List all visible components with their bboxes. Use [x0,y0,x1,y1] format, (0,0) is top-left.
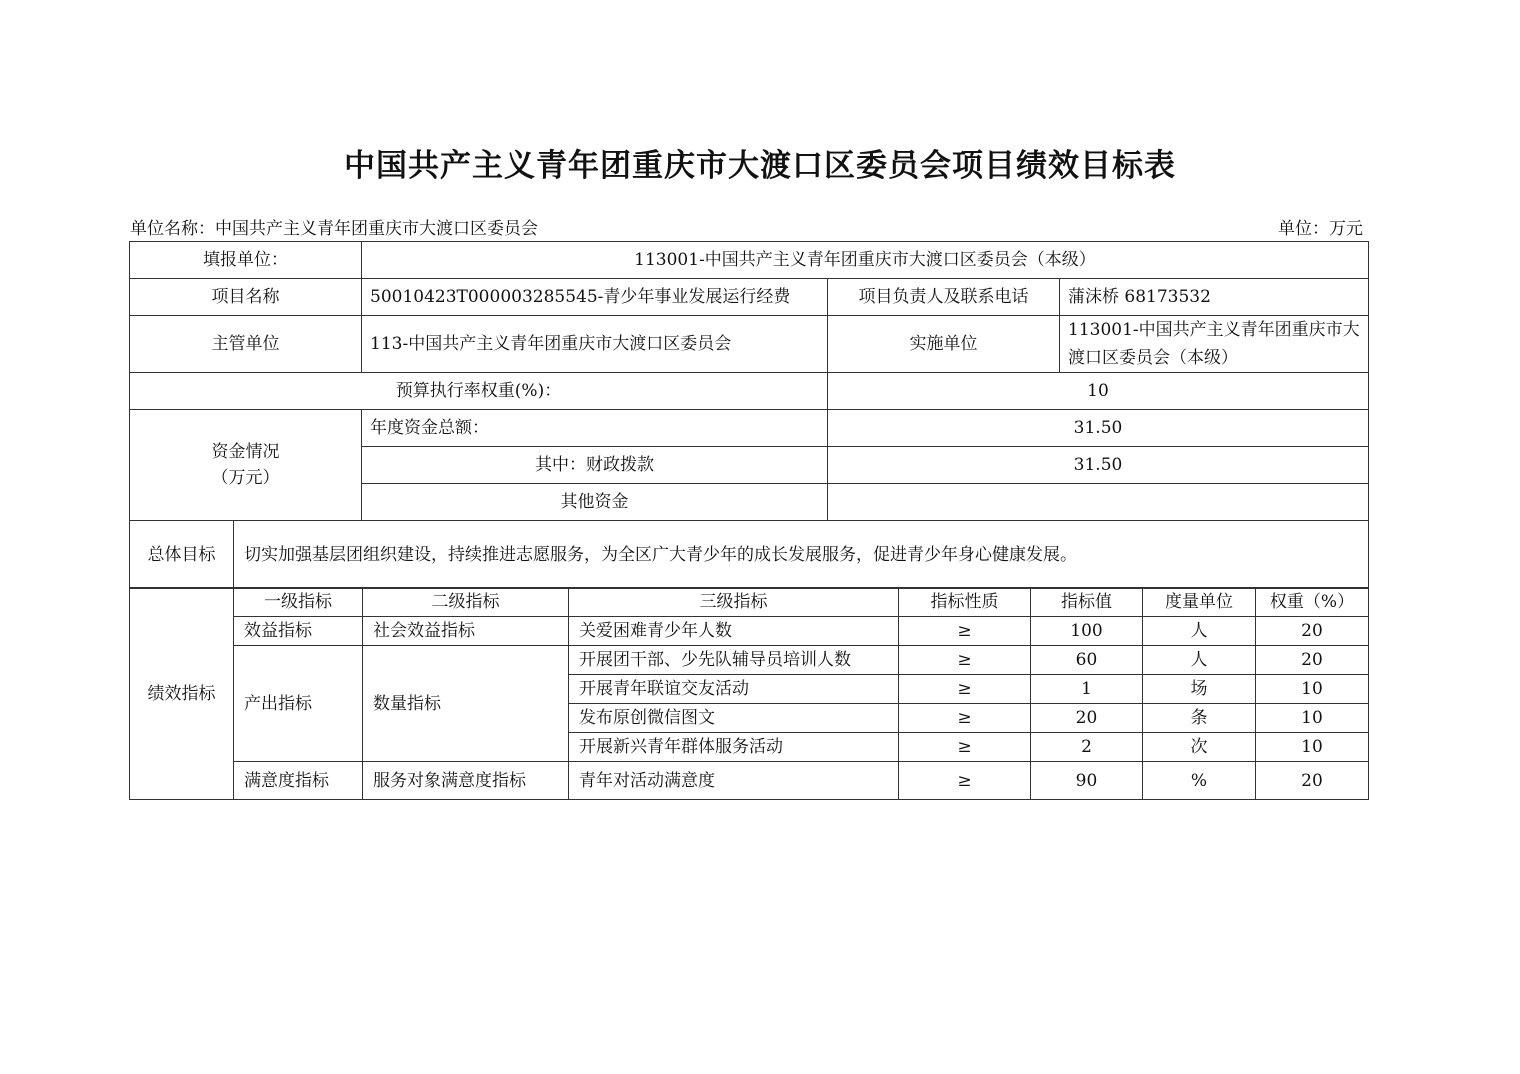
nature-cell: ≥ [899,762,1031,800]
contact-value: 蒲沫桥 68173532 [1060,279,1369,316]
unit-name: 单位名称：中国共产主义青年团重庆市大渡口区委员会 [130,219,538,239]
level3-cell: 开展新兴青年群体服务活动 [569,733,899,762]
level2-cell: 数量指标 [363,646,569,762]
unit-cell: % [1143,762,1256,800]
header-weight: 权重（%） [1256,588,1369,617]
nature-cell: ≥ [899,617,1031,646]
unit-cell: 人 [1143,646,1256,675]
weight-cell: 10 [1256,704,1369,733]
indicators-section-label: 绩效指标 [130,588,234,800]
header-level2: 二级指标 [363,588,569,617]
weight-cell: 20 [1256,762,1369,800]
budget-weight-label: 预算执行率权重(%)： [130,373,828,410]
level1-cell: 满意度指标 [234,762,363,800]
value-cell: 1 [1031,675,1143,704]
weight-cell: 10 [1256,675,1369,704]
value-cell: 100 [1031,617,1143,646]
overall-goal-table [129,520,1369,589]
level2-cell: 服务对象满意度指标 [363,762,569,800]
nature-cell: ≥ [899,733,1031,762]
value-cell: 90 [1031,762,1143,800]
annual-total-value: 31.50 [828,410,1369,447]
weight-cell: 10 [1256,733,1369,762]
unit-cell: 场 [1143,675,1256,704]
supervisor-value: 113-中国共产主义青年团重庆市大渡口区委员会 [362,316,828,373]
fiscal-value: 31.50 [828,447,1369,484]
header-level1: 一级指标 [234,588,363,617]
unit-cell: 人 [1143,617,1256,646]
report-unit-value: 113001-中国共产主义青年团重庆市大渡口区委员会（本级） [362,242,1369,279]
header-value: 指标值 [1031,588,1143,617]
unit-cell: 条 [1143,704,1256,733]
basic-info-table [129,241,1369,521]
contact-label: 项目负责人及联系电话 [828,279,1060,316]
overall-goal-label: 总体目标 [130,521,234,589]
level3-cell: 开展青年联谊交友活动 [569,675,899,704]
nature-cell: ≥ [899,704,1031,733]
funds-label-line2: （万元） [211,468,280,488]
level1-cell: 效益指标 [234,617,363,646]
level3-cell: 开展团干部、少先队辅导员培训人数 [569,646,899,675]
nature-cell: ≥ [899,646,1031,675]
currency-unit: 单位：万元 [1278,219,1363,239]
other-funds-value [828,484,1369,521]
table-row [130,646,1369,675]
project-name-value: 50010423T000003285545-青少年事业发展运行经费 [362,279,828,316]
project-name-label: 项目名称 [130,279,362,316]
indicators-table [129,587,1369,800]
annual-total-label: 年度资金总额： [362,410,828,447]
level3-cell: 发布原创微信图文 [569,704,899,733]
header-unit: 度量单位 [1143,588,1256,617]
value-cell: 20 [1031,704,1143,733]
report-unit-label: 填报单位： [130,242,362,279]
header-level3: 三级指标 [569,588,899,617]
budget-weight-value: 10 [828,373,1369,410]
level3-cell: 关爱困难青少年人数 [569,617,899,646]
unit-cell: 次 [1143,733,1256,762]
level2-cell: 社会效益指标 [363,617,569,646]
value-cell: 2 [1031,733,1143,762]
other-funds-label: 其他资金 [362,484,828,521]
implementer-label: 实施单位 [828,316,1060,373]
table-row [130,617,1369,646]
table-row [130,762,1369,800]
funds-label [130,410,362,521]
implementer-value: 113001-中国共产主义青年团重庆市大渡口区委员会（本级） [1060,316,1369,373]
header-nature: 指标性质 [899,588,1031,617]
fiscal-label: 其中：财政拨款 [362,447,828,484]
overall-goal-text: 切实加强基层团组织建设，持续推进志愿服务，为全区广大青少年的成长发展服务，促进青少年身心健康发展。 [234,521,1369,589]
supervisor-label: 主管单位 [130,316,362,373]
page-title: 中国共产主义青年团重庆市大渡口区委员会项目绩效目标表 [344,148,1176,184]
weight-cell: 20 [1256,617,1369,646]
weight-cell: 20 [1256,646,1369,675]
level1-cell: 产出指标 [234,646,363,762]
value-cell: 60 [1031,646,1143,675]
level3-cell: 青年对活动满意度 [569,762,899,800]
funds-label-line1: 资金情况 [211,442,280,462]
nature-cell: ≥ [899,675,1031,704]
